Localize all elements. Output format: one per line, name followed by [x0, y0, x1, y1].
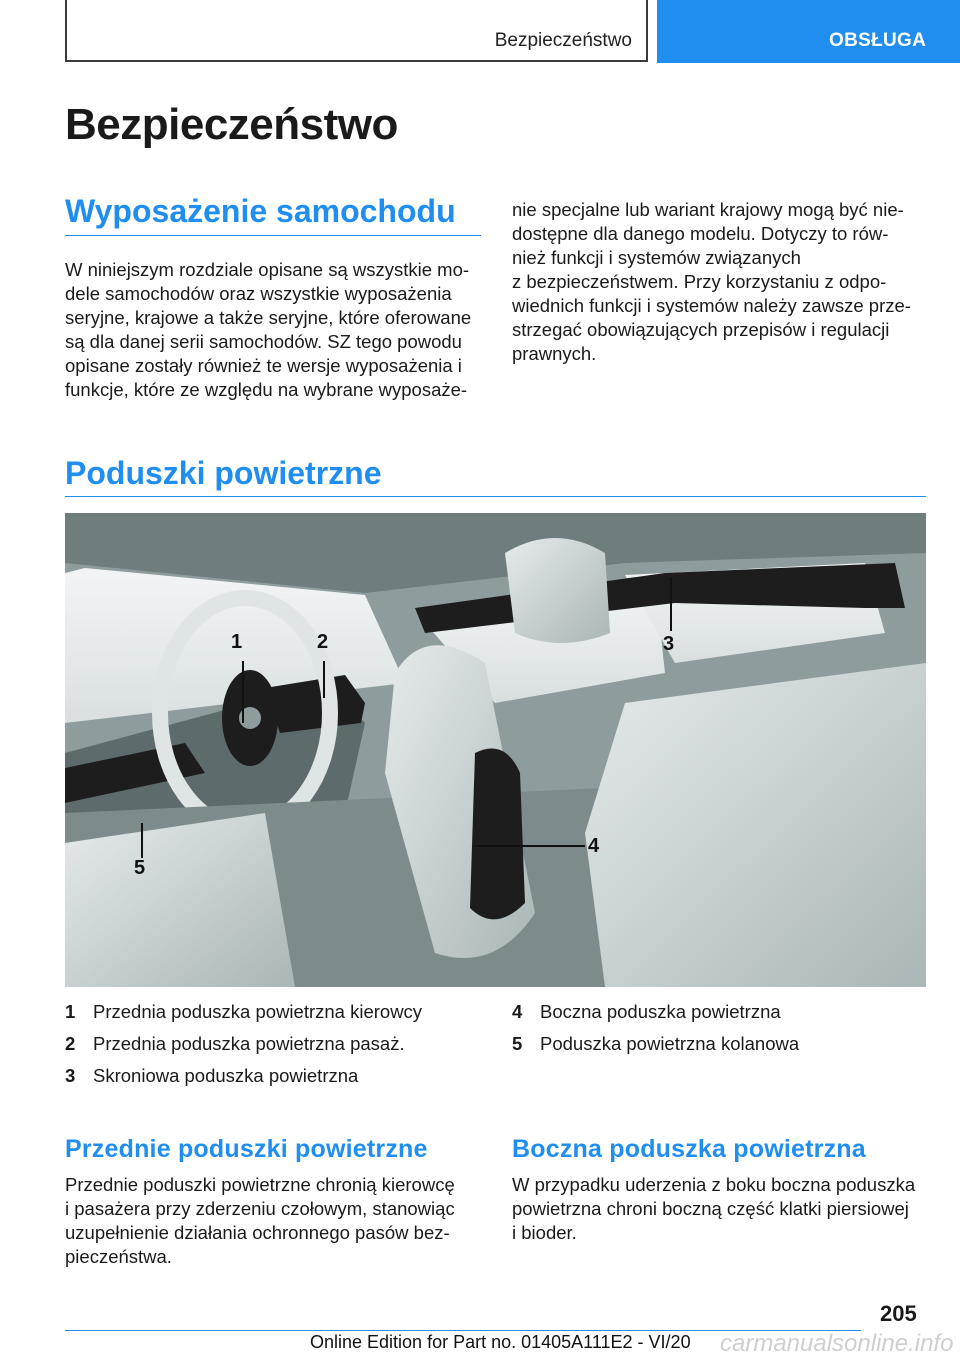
text-line: z bezpieczeństwem. Przy korzystaniu z odpo- — [512, 271, 887, 292]
car-interior-illustration — [65, 513, 926, 987]
equipment-column-2 — [512, 198, 932, 366]
page-number: 205 — [880, 1301, 917, 1326]
text-line: powietrzna chroni boczną część klatki piersiowej — [512, 1198, 909, 1219]
equipment-column-1 — [65, 258, 485, 402]
text-line: i bioder. — [512, 1222, 577, 1243]
text-line: uzupełnienie działania ochronnego pasów bez- — [65, 1222, 450, 1243]
text-line: nież funkcji i systemów związanych — [512, 247, 801, 268]
legend-item: 5 Poduszka powietrzna kolanowa — [512, 1033, 800, 1054]
watermark: carmanualsonline.info — [720, 1330, 954, 1357]
equipment-heading: Wyposażenie samochodu — [65, 193, 456, 229]
text-line: nie specjalne lub wariant krajowy mogą być nie- — [512, 199, 904, 220]
airbags-heading-rule — [65, 496, 926, 497]
text-line: i pasażera przy zderzeniu czołowym, stanowiąc — [65, 1198, 455, 1219]
text-line: są dla danej serii samochodów. SZ tego powodu — [65, 331, 462, 352]
figure-legend-right — [512, 1000, 932, 1056]
text-line: dele samochodów oraz wszystkie wyposażenia — [65, 283, 452, 304]
text-line: Przednie poduszki powietrzne chronią kierowcę — [65, 1174, 455, 1195]
chapter-tab — [657, 0, 960, 63]
front-airbags-text — [65, 1173, 485, 1269]
text-line: wiednich funkcji i systemów należy zawsze prze- — [512, 295, 911, 316]
callout-4: 4 — [588, 835, 600, 857]
chapter-tab-label: OBSŁUGA — [829, 30, 927, 51]
text-line: W przypadku uderzenia z boku boczna poduszka — [512, 1174, 916, 1195]
legend-item: 4 Boczna poduszka powietrzna — [512, 1001, 781, 1022]
page-title: Bezpieczeństwo — [65, 100, 398, 149]
text-line: W niniejszym rozdziale opisane są wszystkie mo- — [65, 259, 470, 280]
callout-3: 3 — [663, 633, 675, 655]
figure-legend-left — [65, 1000, 485, 1088]
legend-item: 2 Przednia poduszka powietrzna pasaż. — [65, 1033, 405, 1054]
legend-item: 3 Skroniowa poduszka powietrzna — [65, 1065, 359, 1086]
callout-5: 5 — [134, 857, 146, 879]
text-line: seryjne, krajowe a także seryjne, które oferowane — [65, 307, 472, 328]
text-line: opisane zostały również te wersje wyposażenia i — [65, 355, 462, 376]
airbags-heading: Poduszki powietrzne — [65, 455, 382, 491]
edition-footer: Online Edition for Part no. 01405A111E2 - VI/20 — [310, 1332, 691, 1352]
section-tab-label: Bezpieczeństwo — [494, 30, 632, 51]
airbag-locations-figure — [65, 513, 926, 987]
text-line: pieczeństwa. — [65, 1246, 172, 1267]
text-line: prawnych. — [512, 343, 597, 364]
text-line: strzegać obowiązujących przepisów i regulacji — [512, 319, 890, 340]
text-line: dostępne dla danego modelu. Dotyczy to rów- — [512, 223, 889, 244]
side-airbag-text — [512, 1173, 932, 1245]
text-line: funkcje, które ze względu na wybrane wyposaże- — [65, 379, 468, 400]
front-airbags-heading: Przednie poduszki powietrzne — [65, 1135, 428, 1163]
equipment-heading-rule — [65, 235, 481, 236]
legend-item: 1 Przednia poduszka powietrzna kierowcy — [65, 1001, 423, 1022]
callout-2: 2 — [317, 631, 329, 653]
section-tab — [65, 0, 648, 62]
callout-1: 1 — [231, 631, 243, 653]
side-airbag-heading: Boczna poduszka powietrzna — [512, 1135, 866, 1163]
